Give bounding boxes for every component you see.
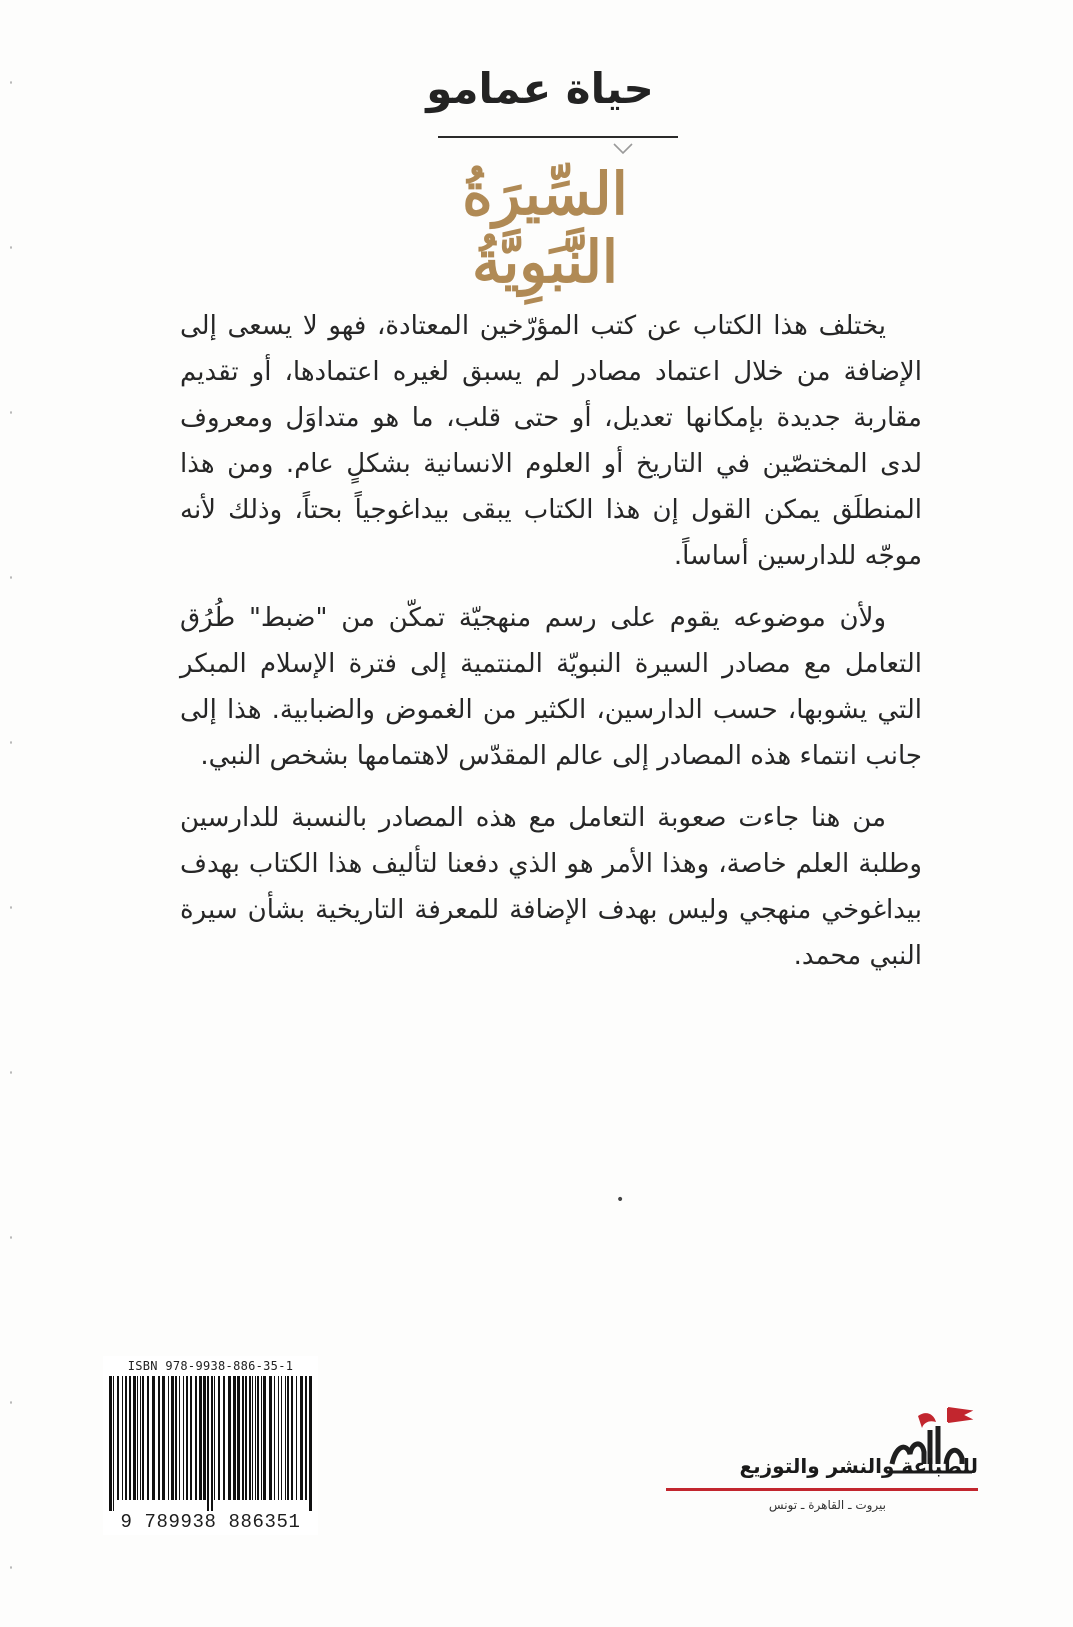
barcode-bar: [203, 1376, 206, 1500]
barcode-bar: [263, 1376, 266, 1500]
barcode-bar: [152, 1376, 155, 1500]
barcode-bar: [257, 1376, 259, 1500]
blurb-paragraph-1: يختلف هذا الكتاب عن كتب المؤرّخين المعتادة، فهو لا يسعى إلى الإضافة من خلال اعتماد مصادر لم يسبق لغيره اعتمادها، أو تقديم مقاربة جديدة بإمكانها تعديل، أو حتى قلب، ما هو متداوَل ومعروف لدى المختصّين في التاريخ أو العلوم الانسانية بشكلٍ عام. ومن هذا المنطلَق يمكن القول إن هذا الكتاب يبقى بيداغوجياً بحتاً، وذلك لأنه موجّه للدارسين أساساً.: [180, 311, 922, 571]
barcode-bar: [199, 1376, 202, 1500]
ean-digits: 9 789938 886351: [120, 1511, 301, 1533]
barcode-bar: [300, 1376, 303, 1500]
barcode-bar: [285, 1376, 286, 1500]
barcode-bar: [237, 1376, 240, 1500]
barcode-bar: [186, 1376, 188, 1500]
barcode-bar: [175, 1376, 177, 1500]
barcode-bar: [168, 1376, 169, 1500]
barcode-bar: [113, 1376, 114, 1511]
isbn-barcode-block: [103, 1356, 318, 1535]
barcode-bar: [162, 1376, 165, 1500]
publisher-divider: [666, 1488, 978, 1491]
barcode-bar: [190, 1376, 192, 1500]
isbn-label: ISBN 978-9938-886-35-1: [127, 1359, 294, 1373]
barcode-bar: [255, 1376, 256, 1500]
barcode-bar: [305, 1376, 307, 1500]
barcode-bar: [245, 1376, 247, 1500]
barcode-bar: [117, 1376, 119, 1500]
barcode-bar: [122, 1376, 123, 1500]
barcode-bar: [242, 1376, 244, 1500]
page-edge-dots: [10, 0, 12, 1627]
blurb-paragraph-3: من هنا جاءت صعوبة التعامل مع هذه المصادر بالنسبة للدارسين وطلبة العلم خاصة، وهذا الأمر هو الذي دفعنا لتأليف هذا الكتاب بهدف بيداغوخي منهجي وليس بهدف الإضافة للمعرفة التاريخية بشأن سيرة النبي محمد.: [180, 803, 922, 971]
barcode-bar: [223, 1376, 225, 1500]
blurb-paragraph-2: ولأن موضوعه يقوم على رسم منهجيّة تمكّن من "ضبط" طُرُق التعامل مع مصادر السيرة النبويّة المنتمية إلى فترة الإسلام المبكر التي يشوبها، حسب الدارسين، الكثير من الغموض والضبابية. هذا إلى جانب انتماء هذه المصادر إلى عالم المقدّس لاهتمامها بشخص النبي.: [180, 603, 922, 771]
barcode-bar: [269, 1376, 272, 1500]
barcode-bar: [142, 1376, 144, 1500]
barcode-bar: [133, 1376, 136, 1500]
barcode-bar: [158, 1376, 160, 1500]
book-title: السِّيرَةُ النَّبَوِيَّةُ: [462, 160, 628, 296]
barcode-bar: [274, 1376, 275, 1500]
ornament-mark: •: [616, 1192, 625, 1208]
publisher-cities: بيروت ـ القاهرة ـ تونس: [768, 1498, 886, 1512]
barcode-bar: [137, 1376, 138, 1500]
barcode-bar: [125, 1376, 127, 1500]
publisher-block: [666, 1402, 1026, 1532]
barcode-bar: [291, 1376, 293, 1500]
title-divider: [438, 136, 678, 138]
barcode-bar: [195, 1376, 197, 1500]
barcode-bar: [140, 1376, 141, 1500]
barcode-bar: [278, 1376, 279, 1500]
barcode-bar: [296, 1376, 297, 1500]
barcode-bar: [129, 1376, 131, 1500]
barcode-bar: [179, 1376, 180, 1500]
barcode-bar: [109, 1376, 112, 1511]
author-name: حياة عمامو: [426, 64, 654, 113]
barcode-bar: [207, 1376, 209, 1511]
barcode-bar: [249, 1376, 251, 1500]
blurb-text: [180, 303, 922, 995]
barcode: [103, 1376, 318, 1511]
publisher-name: للطباعة والنشر والتوزيع: [739, 1454, 978, 1478]
barcode-bar: [233, 1376, 236, 1500]
barcode-bar: [281, 1376, 282, 1500]
barcode-bar: [309, 1376, 312, 1511]
barcode-bar: [287, 1376, 289, 1500]
barcode-bar: [252, 1376, 253, 1500]
barcode-bar: [211, 1376, 213, 1511]
barcode-bar: [228, 1376, 231, 1500]
barcode-bar: [147, 1376, 149, 1500]
barcode-bar: [218, 1376, 220, 1500]
barcode-bar: [261, 1376, 262, 1500]
barcode-bar: [171, 1376, 174, 1500]
barcode-bar: [214, 1376, 215, 1500]
small-flourish-icon: [612, 141, 634, 155]
barcode-bar: [183, 1376, 184, 1500]
